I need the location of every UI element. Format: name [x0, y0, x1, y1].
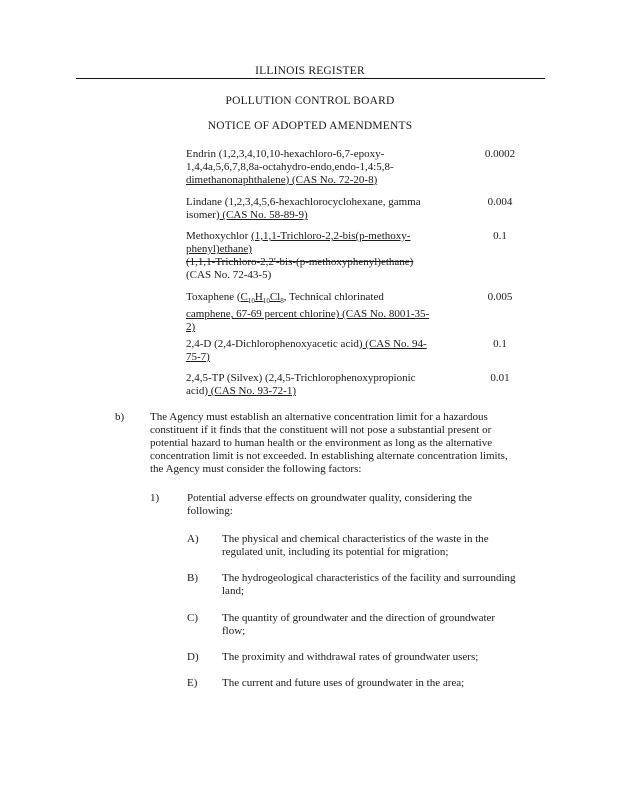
value-24d: 0.1 — [493, 338, 507, 350]
value-lindane: 0.004 — [487, 196, 513, 208]
paragraph-line: Potential adverse effects on groundwater quality, considering the — [187, 492, 472, 504]
chemical-entry-methoxychlor — [186, 230, 456, 282]
paragraph-line: the Agency must consider the following factors: — [150, 463, 362, 475]
chemical-line-underlined: dimethanonaphthalene) — [186, 174, 290, 186]
chemical-line-underlined: camphene, 67-69 percent chlorine) — [186, 308, 340, 321]
notice-title: NOTICE OF ADOPTED AMENDMENTS — [207, 120, 413, 132]
header-rule — [76, 78, 545, 79]
cas-number: (CAS No. 72-20-8) — [289, 174, 378, 186]
cas-number: (CAS No. 8001-35- — [339, 308, 430, 321]
subitem-d-label: D) — [187, 651, 199, 663]
chemical-line — [186, 174, 456, 187]
chemical-line-text: , Technical chlorinated — [283, 291, 384, 303]
subitem-c-label: C) — [187, 612, 198, 624]
subitem-e-text — [222, 677, 552, 690]
value-endrin: 0.0002 — [484, 148, 516, 160]
paragraph-line: following: — [187, 505, 233, 517]
chemical-line: 2,4,5-TP (Silvex) (2,4,5-Trichlorophenoxypropionic — [186, 372, 416, 384]
item-1-text — [187, 492, 527, 518]
chemical-formula — [240, 291, 284, 306]
subitem-b-label: B) — [187, 572, 198, 584]
chemical-line — [186, 230, 456, 243]
paragraph-line: flow; — [222, 625, 246, 637]
paragraph-line: The physical and chemical characteristics of the waste in the — [222, 533, 489, 545]
chemical-line: Lindane (1,2,3,4,5,6-hexachlorocyclohexane, gamma — [186, 196, 421, 208]
paragraph-line: constituent if it finds that the constituent will not pose a substantial present or — [150, 424, 492, 436]
chemical-line-struck: (1,1,1-Trichloro-2,2'-bis-(p-methoxyphenyl)ethane) — [186, 256, 414, 268]
paragraph-line: The current and future uses of groundwater in the area; — [222, 677, 465, 689]
formula-part: H — [254, 291, 263, 303]
cas-number-continued: 75-7) — [186, 351, 210, 363]
chemical-line — [186, 209, 456, 222]
chemical-line-text: isomer) — [186, 209, 220, 221]
value-toxaphene: 0.005 — [487, 291, 513, 303]
chemical-entry-lindane — [186, 196, 456, 222]
section-b-label: b) — [115, 411, 125, 423]
chemical-line-underlined: phenyl)ethane) — [186, 243, 252, 255]
cas-number: (CAS No. 58-89-9) — [219, 209, 308, 221]
paragraph-line: concentration limit is not exceeded. In establishing alternate concentration limits, — [150, 450, 508, 462]
chemical-line — [186, 291, 456, 308]
formula-subscript: 8 — [280, 297, 284, 306]
chemical-line-underlined: (1,1,1-Trichloro-2,2-bis(p-methoxy- — [251, 230, 411, 242]
subitem-e-label: E) — [187, 677, 198, 689]
value-methoxychlor: 0.1 — [493, 230, 507, 242]
chemical-line-text: Methoxychlor — [186, 230, 252, 242]
paragraph-line: The quantity of groundwater and the direction of groundwater — [222, 612, 496, 624]
formula-part: C — [240, 291, 248, 303]
chemical-line-text: 2,4-D (2,4-Dichlorophenoxyacetic acid) — [186, 338, 363, 350]
value-245tp: 0.01 — [490, 372, 510, 384]
chemical-line — [186, 385, 456, 398]
subitem-d-text — [222, 651, 552, 664]
formula-part: Cl — [269, 291, 281, 303]
paragraph-line: The Agency must establish an alternative concentration limit for a hazardous — [150, 411, 488, 423]
register-title: ILLINOIS REGISTER — [255, 65, 365, 77]
cas-number: (CAS No. 93-72-1) — [207, 385, 296, 397]
chemical-entry-245tp — [186, 372, 456, 398]
formula-subscript: 10 — [247, 297, 255, 306]
paragraph-line: potential hazard to human health or the environment as long as the alternative — [150, 437, 493, 449]
chemical-line-text: acid) — [186, 385, 208, 397]
subitem-a-text — [222, 533, 552, 559]
paragraph-line: regulated unit, including its potential for migration; — [222, 546, 449, 558]
cas-number: (CAS No. 94- — [362, 338, 427, 350]
paragraph-line: The proximity and withdrawal rates of groundwater users; — [222, 651, 479, 663]
item-1-label: 1) — [150, 492, 160, 504]
chemical-line-text: Toxaphene ( — [186, 291, 241, 303]
chemical-line — [186, 308, 456, 321]
board-title: POLLUTION CONTROL BOARD — [225, 95, 395, 107]
subitem-b-text — [222, 572, 552, 598]
subitem-c-text — [222, 612, 552, 638]
chemical-line: Endrin (1,2,3,4,10,10-hexachloro-6,7-epoxy- — [186, 148, 385, 160]
paragraph-line: land; — [222, 585, 244, 597]
cas-number-continued: 2) — [186, 321, 196, 334]
chemical-line — [186, 338, 456, 351]
paragraph-line: The hydrogeological characteristics of the facility and surrounding — [222, 572, 516, 584]
chemical-line: 1,4,4a,5,6,7,8,8a-octahydro-endo,endo-1,4:5,8- — [186, 161, 394, 173]
chemical-entry-toxaphene — [186, 291, 456, 334]
chemical-line: (CAS No. 72-43-5) — [186, 269, 272, 281]
section-b-text — [150, 411, 550, 476]
subitem-a-label: A) — [187, 533, 199, 545]
chemical-entry-24d — [186, 338, 456, 364]
formula-subscript: 10 — [262, 297, 270, 306]
chemical-entry-endrin — [186, 148, 456, 187]
